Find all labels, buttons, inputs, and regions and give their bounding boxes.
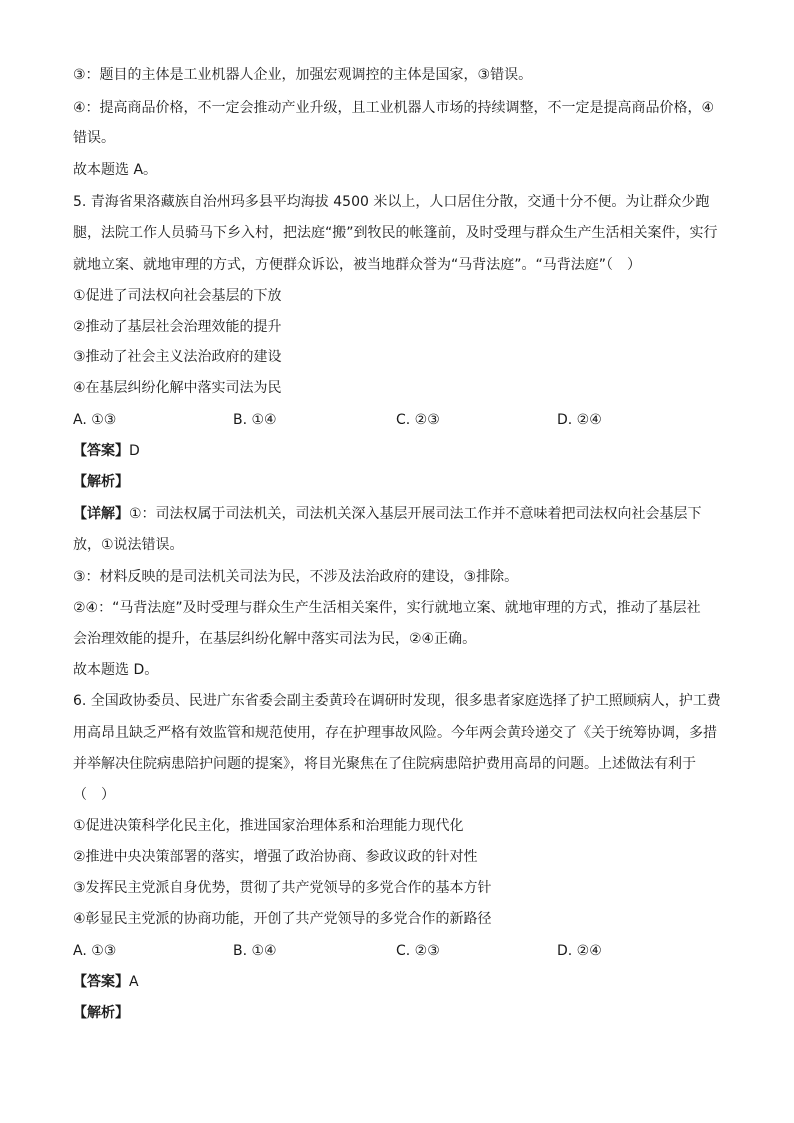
answer-value: D <box>129 443 140 459</box>
question-5-item: ④在基层纠纷化解中落实司法为民 <box>73 380 282 396</box>
detail-tag: 【详解】 <box>73 506 129 522</box>
question-5-conclusion: 故本题选 D。 <box>73 662 159 678</box>
question-6-stem: （ ） <box>73 787 115 803</box>
analysis-tag: 【解析】 <box>73 474 129 490</box>
question-6-item: ②推进中央决策部署的落实，增强了政治协商、参政议政的针对性 <box>73 849 478 865</box>
question-6-stem: 用高昂且缺乏严格有效监管和规范使用，存在护理事故风险。今年两会黄玲递交了《关于统筹协调，多措 <box>73 725 717 741</box>
question-6-option-d: D. ②④ <box>557 943 602 959</box>
prev-analysis-line: 错误。 <box>73 130 115 146</box>
question-5-item: ③推动了社会主义法治政府的建设 <box>73 349 282 365</box>
question-5-detail: 放，①说法错误。 <box>73 537 184 553</box>
question-5-option-d: D. ②④ <box>557 412 602 428</box>
question-5-detail: ③：材料反映的是司法机关司法为民，不涉及法治政府的建设，③排除。 <box>73 569 519 585</box>
question-5-stem: 腿，法院工作人员骑马下乡入村，把法庭“搬”到牧民的帐篷前，及时受理与群众生产生活相关案件，实行 <box>73 225 718 241</box>
question-6-item: ①促进决策科学化民主化，推进国家治理体系和治理能力现代化 <box>73 818 464 834</box>
question-6-answer <box>73 973 139 991</box>
detail-text: ①：司法权属于司法机关，司法机关深入基层开展司法工作并不意味着把司法权向社会基层下 <box>129 506 702 522</box>
question-5-answer <box>73 442 140 460</box>
answer-value: A <box>129 974 139 990</box>
question-5-option-c: C. ②③ <box>396 412 440 428</box>
question-5-detail: ②④：“马背法庭”及时受理与群众生产生活相关案件，实行就地立案、就地审理的方式，推动了基层社 <box>73 600 701 616</box>
prev-conclusion: 故本题选 A。 <box>73 162 158 178</box>
prev-analysis-line: ③：题目的主体是工业机器人企业，加强宏观调控的主体是国家，③错误。 <box>73 67 533 83</box>
question-5-stem: 就地立案、就地审理的方式，方便群众诉讼，被当地群众誉为“马背法庭”。“马背法庭”（ ） <box>73 257 642 273</box>
question-5-option-a: A. ①③ <box>73 412 117 428</box>
prev-analysis-line: ④：提高商品价格，不一定会推动产业升级，且工业机器人市场的持续调整，不一定是提高商品价格，④ <box>73 100 715 116</box>
question-6-option-c: C. ②③ <box>396 943 440 959</box>
question-5-option-b: B. ①④ <box>233 412 277 428</box>
question-5-detail: 会治理效能的提升，在基层纠纷化解中落实司法为民，②④正确。 <box>73 631 477 647</box>
question-6-item: ④彰显民主党派的协商功能，开创了共产党领导的多党合作的新路径 <box>73 911 492 927</box>
question-5-item: ②推动了基层社会治理效能的提升 <box>73 319 282 335</box>
question-6-stem: 6. 全国政协委员、民进广东省委会副主委黄玲在调研时发现，很多患者家庭选择了护工照顾病人，护工费 <box>73 693 721 709</box>
answer-tag: 【答案】 <box>73 443 129 459</box>
question-6-item: ③发挥民主党派自身优势，贯彻了共产党领导的多党合作的基本方针 <box>73 880 492 896</box>
answer-tag: 【答案】 <box>73 974 129 990</box>
question-6-option-a: A. ①③ <box>73 943 117 959</box>
question-6-option-b: B. ①④ <box>233 943 277 959</box>
question-6-stem: 并举解决住院病患陪护问题的提案》，将目光聚焦在了住院病患陪护费用高昂的问题。上述做法有利于 <box>73 756 696 772</box>
question-5-item: ①促进了司法权向社会基层的下放 <box>73 288 282 304</box>
question-5-stem: 5. 青海省果洛藏族自治州玛多县平均海拔 4500 米以上，人口居住分散，交通十分不便。为让群众少跑 <box>73 194 710 210</box>
question-5-detail <box>73 505 702 523</box>
analysis-tag: 【解析】 <box>73 1005 129 1021</box>
